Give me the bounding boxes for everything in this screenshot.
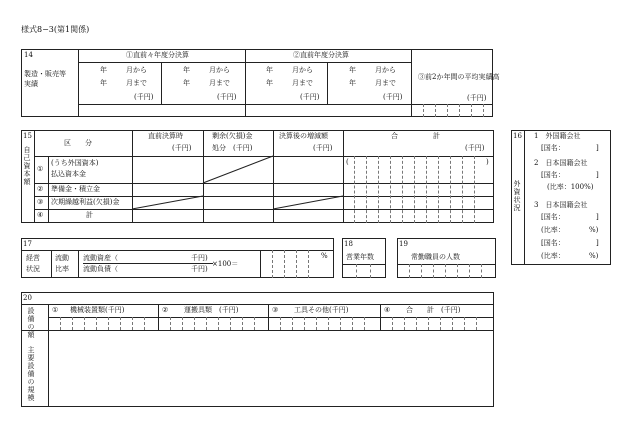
item3-country-1: [国名： — [541, 213, 565, 221]
form-id: 様式8−3(第1関係) — [21, 25, 90, 34]
header-surplus: 剰余(欠損)金 — [212, 132, 253, 140]
item3-ratio-2: (比率： — [541, 252, 565, 260]
item1-foreign-company: 1 外国籍会社 — [534, 132, 581, 140]
b4-year-2: 年 — [349, 79, 356, 87]
b2-unit: (千円) — [217, 93, 237, 101]
b4-unit: (千円) — [383, 93, 403, 101]
row1-number: ① — [37, 165, 44, 173]
ratio-label: 比率 — [55, 265, 69, 273]
b4-month-from: 月から — [375, 66, 396, 74]
header-total-unit: (千円) — [465, 144, 485, 152]
fulltime-staff-label: 常勤職員の人数 — [411, 253, 460, 261]
b3-unit: (千円) — [300, 93, 320, 101]
row1-paren-open: ( — [346, 158, 349, 166]
section-17-number: 17 — [23, 240, 32, 248]
item3-ratio-1: (比率： — [541, 226, 565, 234]
b1-year-2: 年 — [100, 79, 107, 87]
row2-label: 準備金・積立金 — [51, 185, 100, 193]
prev2-year-title: ①直前々年度分決算 — [126, 51, 189, 59]
current-assets-unit: 千円) — [191, 254, 208, 262]
b1-unit: (千円) — [134, 93, 154, 101]
avg-unit: (千円) — [467, 94, 487, 102]
section-14-label: 製造・販売等 — [24, 70, 66, 78]
b2-month-to: 月まで — [209, 79, 230, 87]
col2-number: ② — [162, 306, 169, 314]
header-settlement: 直前決算時 — [148, 132, 183, 140]
b1-year-1: 年 — [100, 66, 107, 74]
row2-number: ② — [37, 185, 44, 193]
b4-year-1: 年 — [349, 66, 356, 74]
item3-country-2: [国名： — [541, 239, 565, 247]
row4-label: 計 — [86, 211, 93, 219]
row4-number: ④ — [37, 211, 44, 219]
header-after-unit: (千円) — [313, 144, 333, 152]
item3-bracket-close-1: ] — [596, 213, 599, 221]
foreign-vertical-label: 外資状況 — [513, 180, 521, 212]
row1-label: (うち外国資本) — [51, 159, 99, 167]
header-total: 合 計 — [391, 132, 440, 140]
times-100: ×100＝ — [212, 260, 239, 268]
b1-month-from: 月から — [126, 66, 147, 74]
management-label: 経営 — [26, 254, 40, 262]
management-label-2: 状況 — [26, 265, 40, 273]
machinery-label: 機械装置類(千円) — [70, 306, 125, 314]
b2-year-1: 年 — [183, 66, 190, 74]
current-assets: 流動資産（ — [83, 254, 118, 262]
item3-pct-2: %) — [589, 252, 599, 260]
years-in-business-label: 営業年数 — [346, 253, 374, 261]
section-16-number: 16 — [513, 132, 522, 140]
row3-label: 次期繰越利益(欠損)金 — [51, 198, 120, 206]
avg-2year-title: ③前2か年間の平均実績高 — [418, 73, 500, 81]
section-20-number: 20 — [23, 294, 32, 302]
header-after-settlement: 決算後の増減額 — [279, 132, 328, 140]
header-surplus-2: 処分 (千円) — [212, 144, 253, 152]
equipment-scale-label: 主要設備の規模 — [27, 346, 35, 402]
tools-label: 工具その他(千円) — [294, 306, 349, 314]
item2-japanese-company: 2 日本国籍会社 — [534, 159, 588, 167]
equipment-amount-label: 設備の額 — [27, 307, 35, 339]
section-15-number: 15 — [23, 132, 32, 140]
percent-sign: % — [321, 252, 328, 260]
col4-number: ④ — [384, 306, 391, 314]
row1-paren-close: ) — [486, 158, 489, 166]
header-kubun: 区 分 — [64, 139, 92, 147]
item3-pct-1: %) — [589, 226, 599, 234]
item1-country: [国名： — [541, 144, 565, 152]
current-label: 流動 — [55, 254, 69, 262]
b3-month-from: 月から — [292, 66, 313, 74]
item3-bracket-close-2: ] — [596, 239, 599, 247]
col1-number: ① — [52, 306, 59, 314]
b3-year-1: 年 — [266, 66, 273, 74]
row1-label-2: 払込資本金 — [51, 170, 86, 178]
section-18-number: 18 — [344, 240, 353, 248]
item1-bracket-close: ] — [596, 144, 599, 152]
b1-month-to: 月まで — [126, 79, 147, 87]
b2-year-2: 年 — [183, 79, 190, 87]
item2-ratio: (比率：100%) — [547, 183, 594, 191]
current-liabilities: 流動負債（ — [83, 265, 118, 273]
equity-vertical-label: 自己資本額 — [23, 146, 31, 186]
section-19-number: 19 — [399, 240, 408, 248]
current-liabilities-unit: 千円) — [191, 265, 208, 273]
section-14-number: 14 — [24, 51, 33, 59]
prev1-year-title: ②直前年度分決算 — [293, 51, 349, 59]
b4-month-to: 月まで — [375, 79, 396, 87]
total-label: 合 計 (千円) — [406, 306, 461, 314]
col3-number: ③ — [272, 306, 279, 314]
b3-year-2: 年 — [266, 79, 273, 87]
item2-bracket-close: ] — [596, 171, 599, 179]
header-settlement-unit: (千円) — [172, 144, 192, 152]
b2-month-from: 月から — [209, 66, 230, 74]
vehicles-label: 運搬具類 (千円) — [184, 306, 239, 314]
item2-country: [国名： — [541, 171, 565, 179]
section-14-label-2: 実績 — [24, 80, 38, 88]
item3-japanese-company: 3 日本国籍会社 — [534, 201, 588, 209]
row3-number: ③ — [37, 198, 44, 206]
b3-month-to: 月まで — [292, 79, 313, 87]
